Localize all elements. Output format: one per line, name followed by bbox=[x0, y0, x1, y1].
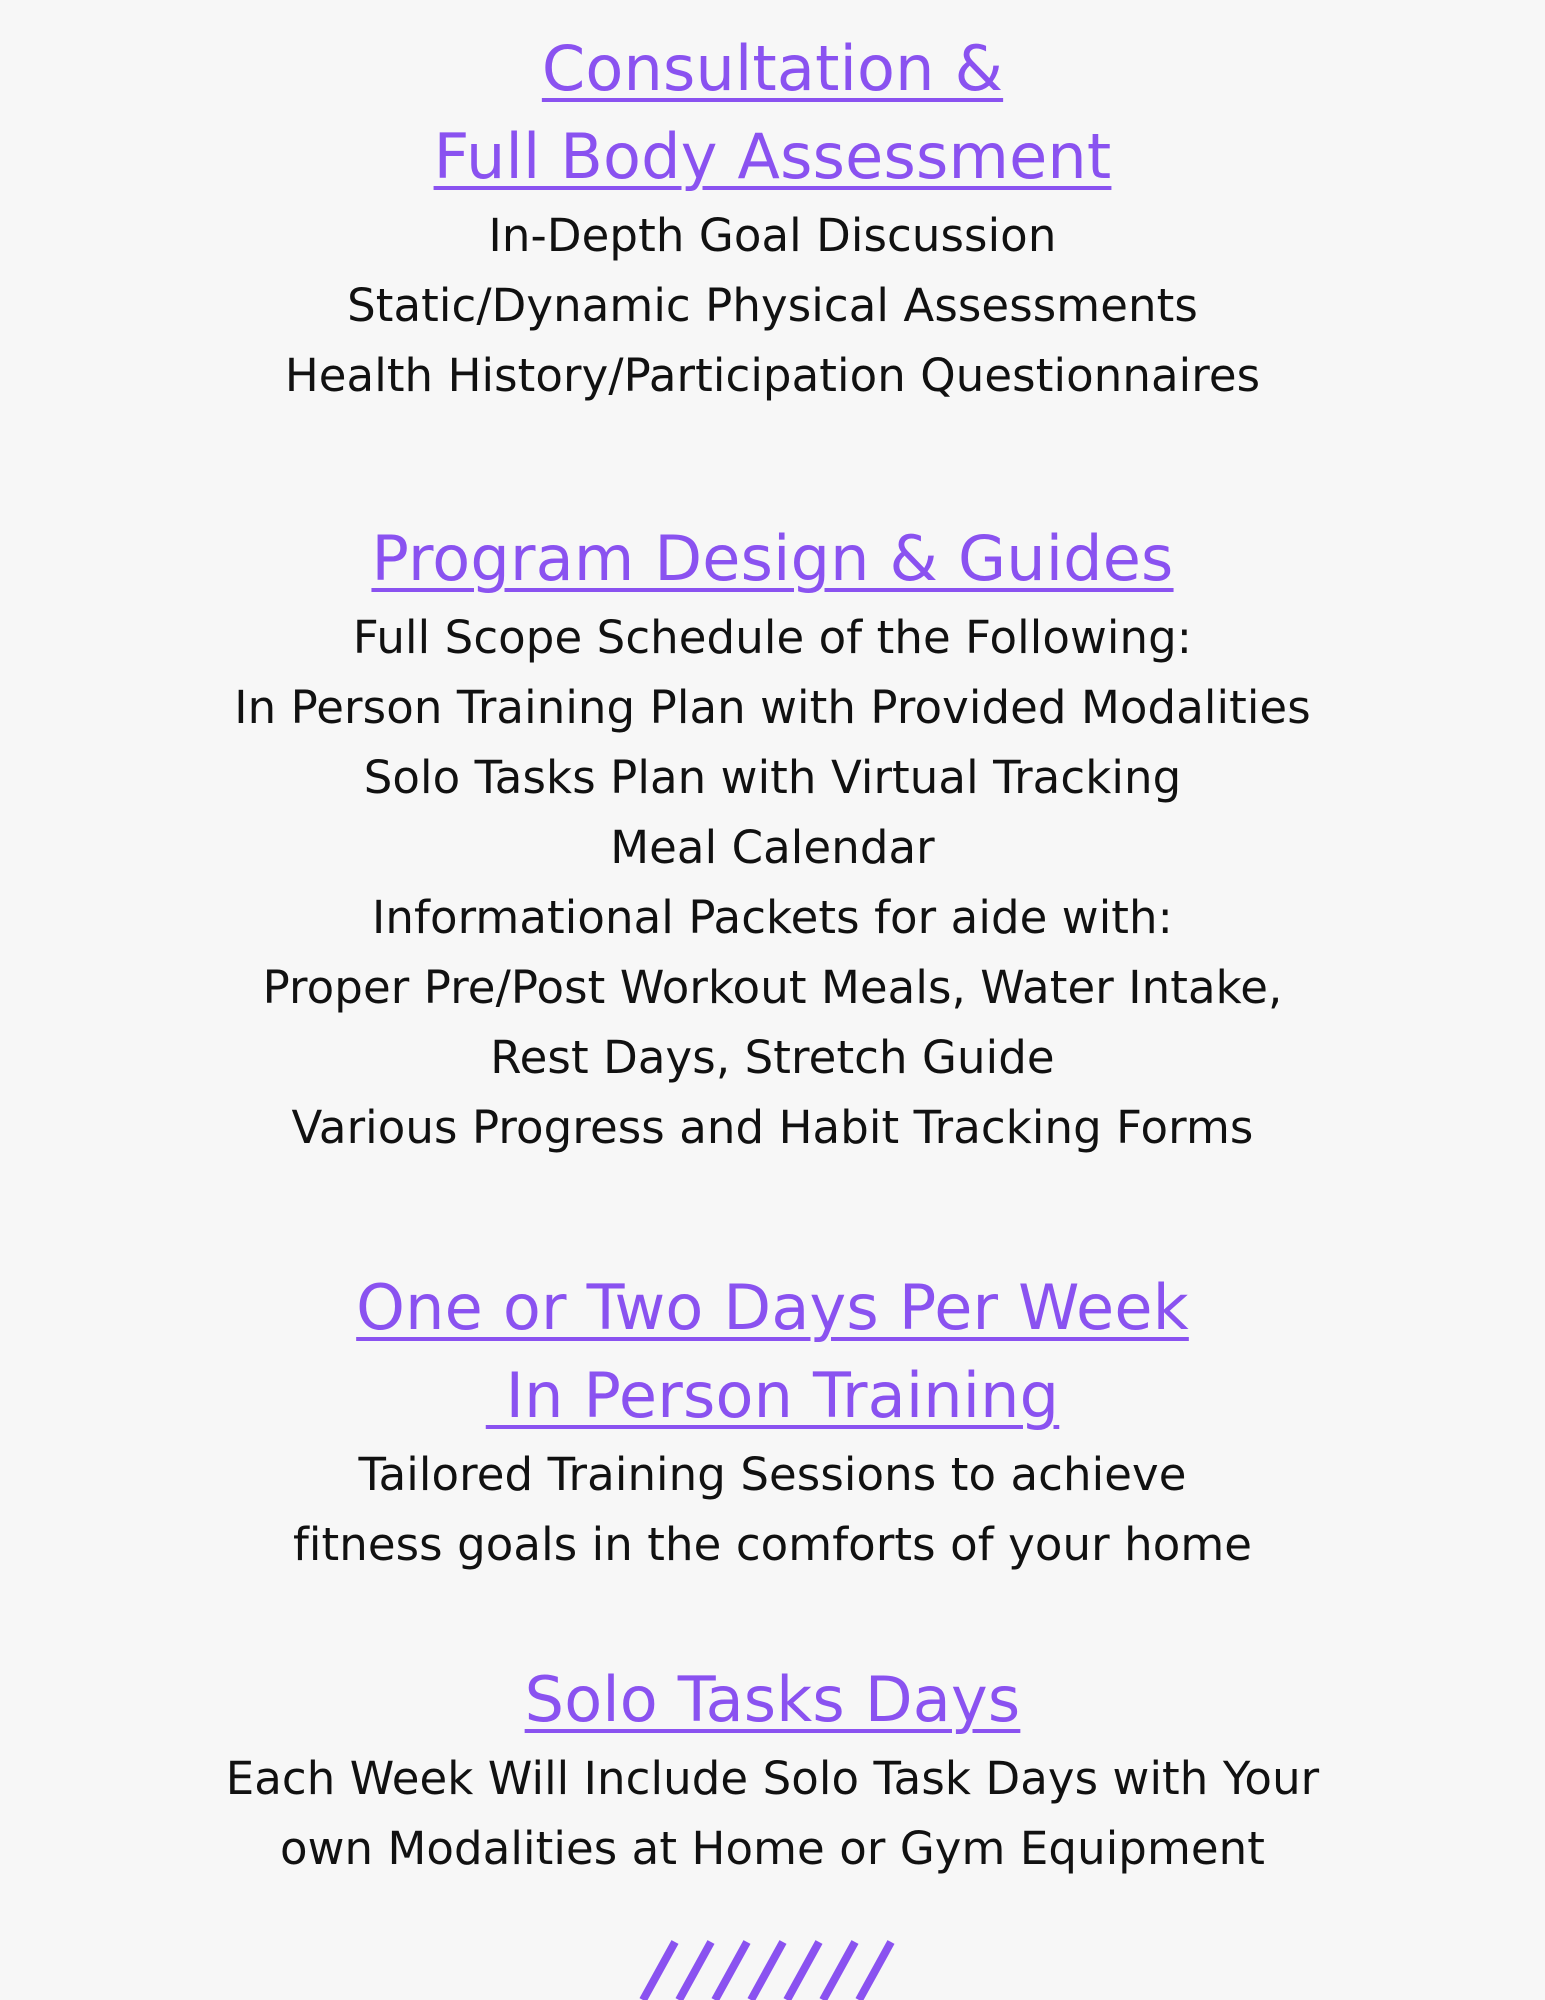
section-solo-tasks bbox=[0, 1656, 1545, 1884]
section-heading-solo-tasks bbox=[0, 1656, 1545, 1744]
section-heading-consultation bbox=[0, 25, 1545, 201]
heading-line: Program Design & Guides bbox=[371, 522, 1174, 595]
body-line: Various Progress and Habit Tracking Forms bbox=[291, 1101, 1254, 1154]
body-line: Meal Calendar bbox=[610, 821, 935, 874]
section-program-design bbox=[0, 515, 1545, 1163]
body-line: Static/Dynamic Physical Assessments bbox=[347, 279, 1198, 332]
heading-line: Solo Tasks Days bbox=[524, 1663, 1021, 1736]
heading-line: Consultation & bbox=[541, 32, 1004, 105]
section-in-person-training bbox=[0, 1264, 1545, 1580]
heading-line: One or Two Days Per Week bbox=[356, 1271, 1189, 1344]
body-line: Each Week Will Include Solo Task Days with Your bbox=[225, 1752, 1320, 1805]
body-line: Tailored Training Sessions to achieve bbox=[358, 1448, 1187, 1501]
slash-stripes-icon bbox=[0, 1900, 1545, 2000]
body-line: Informational Packets for aide with: bbox=[372, 891, 1173, 944]
body-line: Solo Tasks Plan with Virtual Tracking bbox=[363, 751, 1182, 804]
body-line: Proper Pre/Post Workout Meals, Water Intake, bbox=[262, 961, 1283, 1014]
section-heading-program-design bbox=[0, 515, 1545, 603]
body-line: fitness goals in the comforts of your home bbox=[292, 1518, 1253, 1571]
body-line: own Modalities at Home or Gym Equipment bbox=[279, 1822, 1266, 1875]
body-line: Full Scope Schedule of the Following: bbox=[352, 611, 1193, 664]
heading-line: In Person Training bbox=[485, 1359, 1060, 1432]
body-line: In-Depth Goal Discussion bbox=[488, 209, 1057, 262]
body-line: Rest Days, Stretch Guide bbox=[490, 1031, 1055, 1084]
heading-line: Full Body Assessment bbox=[433, 120, 1112, 193]
section-heading-in-person-training bbox=[0, 1264, 1545, 1440]
slash-stripes-graphic bbox=[603, 1900, 943, 2000]
body-line: Health History/Participation Questionnaires bbox=[284, 349, 1261, 402]
section-consultation bbox=[0, 25, 1545, 411]
body-line: In Person Training Plan with Provided Modalities bbox=[234, 681, 1311, 734]
